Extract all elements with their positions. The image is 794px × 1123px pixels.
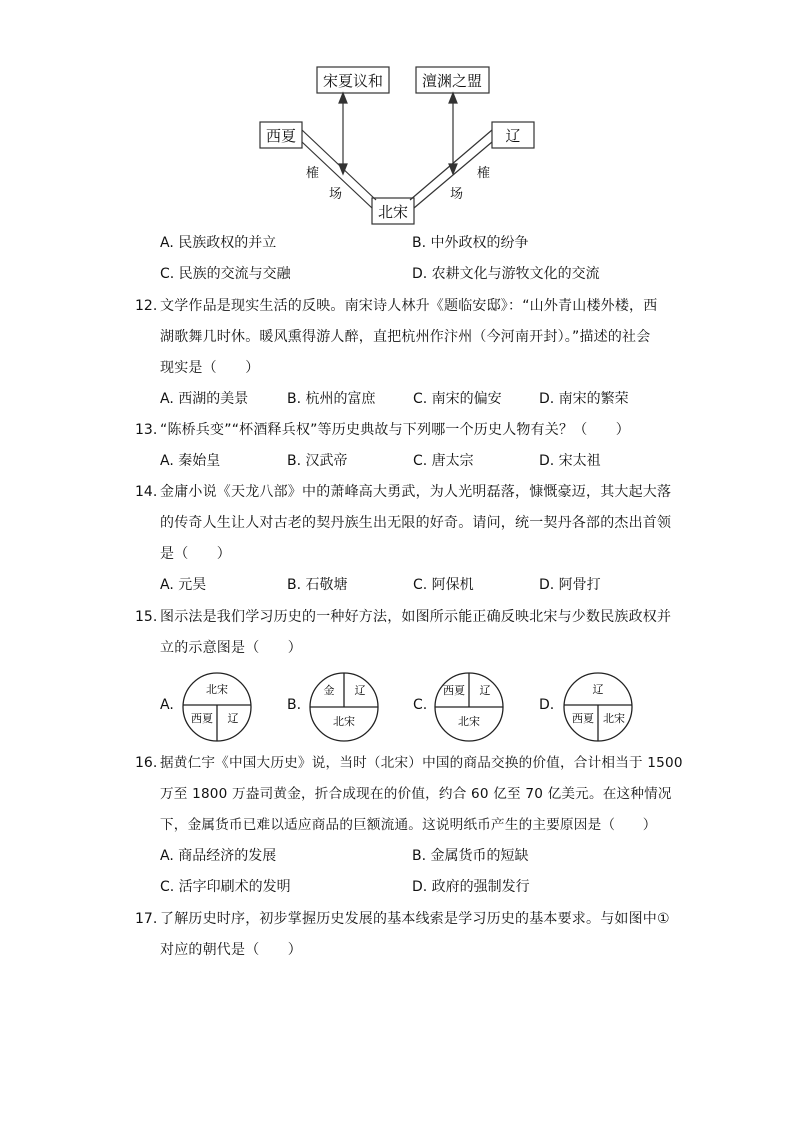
circle-a-liao: 辽 xyxy=(227,712,239,725)
circle-b-beisong: 北宋 xyxy=(333,715,355,728)
q14-option-a[interactable]: A. 元昊 xyxy=(160,577,207,593)
circle-a-beisong: 北宋 xyxy=(206,683,228,696)
q16-text-line-1: 据黄仁宇《中国大历史》说，当时（北宋）中国的商品交换的价值，合计相当于 1500 xyxy=(160,755,683,771)
q12-option-b[interactable]: B. 杭州的富庶 xyxy=(287,391,376,407)
chang-left-label: 场 xyxy=(329,187,343,202)
circle-c-beisong: 北宋 xyxy=(458,715,480,728)
q14-text-line-1: 金庸小说《天龙八部》中的萧峰高大勇武，为人光明磊落，慷慨豪迈，其大起大落 xyxy=(160,484,672,500)
q12-number: 12. xyxy=(135,298,158,314)
q14-option-c[interactable]: C. 阿保机 xyxy=(413,577,474,593)
q12-option-c[interactable]: C. 南宋的偏安 xyxy=(413,391,502,407)
q11-option-d[interactable]: D. 农耕文化与游牧文化的交流 xyxy=(412,266,600,282)
beisong-label: 北宋 xyxy=(377,203,409,221)
q17-number: 17. xyxy=(135,911,158,927)
q12-text-line-3: 现实是（ ） xyxy=(160,360,260,376)
circle-c-xixia: 西夏 xyxy=(443,684,465,697)
chang-right-label: 场 xyxy=(450,187,464,202)
q13-option-d[interactable]: D. 宋太祖 xyxy=(539,453,601,469)
circle-d-xixia: 西夏 xyxy=(572,712,594,725)
q16-option-a[interactable]: A. 商品经济的发展 xyxy=(160,848,277,864)
q12-text-line-2: 湖歌舞几时休。暖风熏得游人醉，直把杭州作汴州（今河南开封）。”描述的社会 xyxy=(160,329,651,345)
q17-text-line-2: 对应的朝代是（ ） xyxy=(160,942,302,958)
q15-number: 15. xyxy=(135,609,158,625)
q16-number: 16. xyxy=(135,755,158,771)
q17-text-line-1: 了解历史时序，初步掌握历史发展的基本线索是学习历史的基本要求。与如图中① xyxy=(160,911,670,927)
q16-option-c[interactable]: C. 活字印刷术的发明 xyxy=(160,879,291,895)
circle-d-beisong: 北宋 xyxy=(603,712,625,725)
q16-option-d[interactable]: D. 政府的强制发行 xyxy=(412,879,530,895)
chanyuan-alliance-label: 澶渊之盟 xyxy=(421,72,483,90)
circle-d-liao: 辽 xyxy=(592,683,604,696)
q15-circle-a[interactable] xyxy=(180,670,254,744)
q15-option-c-letter[interactable]: C. xyxy=(413,697,428,713)
q15-option-a-letter[interactable]: A. xyxy=(160,697,174,713)
q16-option-b[interactable]: B. 金属货币的短缺 xyxy=(412,848,529,864)
q16-text-line-2: 万至 1800 万盎司黄金，折合成现在的价值，约合 60 亿至 70 亿美元。在这种情况 xyxy=(160,786,672,802)
circle-c-liao: 辽 xyxy=(479,684,491,697)
q15-text-line-1: 图示法是我们学习历史的一种好方法，如图所示能正确反映北宋与少数民族政权并 xyxy=(160,609,672,625)
circle-b-jin: 金 xyxy=(323,684,335,697)
q16-text-line-3: 下，金属货币已难以适应商品的巨额流通。这说明纸币产生的主要原因是（ ） xyxy=(160,817,657,833)
q15-circle-b[interactable] xyxy=(307,670,381,744)
q14-option-b[interactable]: B. 石敬塘 xyxy=(287,577,348,593)
xixia-label: 西夏 xyxy=(265,127,297,145)
q13-option-a[interactable]: A. 秦始皇 xyxy=(160,453,221,469)
q13-text-line-1: “陈桥兵变”“杯酒释兵权”等历史典故与下列哪一个历史人物有关？（ ） xyxy=(160,422,631,438)
q12-text-line-1: 文学作品是现实生活的反映。南宋诗人林升《题临安邸》：“山外青山楼外楼，西 xyxy=(160,298,658,314)
q15-option-b-letter[interactable]: B. xyxy=(287,697,302,713)
q14-text-line-3: 是（ ） xyxy=(160,546,231,562)
q15-text-line-2: 立的示意图是（ ） xyxy=(160,640,302,656)
trade-relations-diagram xyxy=(250,60,550,225)
q13-option-b[interactable]: B. 汉武帝 xyxy=(287,453,348,469)
q11-option-a[interactable]: A. 民族政权的并立 xyxy=(160,235,277,251)
q12-option-a[interactable]: A. 西湖的美景 xyxy=(160,391,249,407)
q14-text-line-2: 的传奇人生让人对古老的契丹族生出无限的好奇。请问，统一契丹各部的杰出首领 xyxy=(160,515,672,531)
q14-option-d[interactable]: D. 阿骨打 xyxy=(539,577,601,593)
que-right-label: 榷 xyxy=(477,166,491,181)
liao-label: 辽 xyxy=(505,127,521,145)
q15-option-d-letter[interactable]: D. xyxy=(539,697,555,713)
q11-option-c[interactable]: C. 民族的交流与交融 xyxy=(160,266,291,282)
q13-number: 13. xyxy=(135,422,158,438)
circle-b-liao: 辽 xyxy=(354,684,366,697)
q15-circle-d[interactable] xyxy=(561,670,635,744)
que-left-label: 榷 xyxy=(306,166,320,181)
q11-option-b[interactable]: B. 中外政权的纷争 xyxy=(412,235,529,251)
song-xia-peace-label: 宋夏议和 xyxy=(322,72,384,90)
circle-a-xixia: 西夏 xyxy=(191,712,213,725)
q15-circle-c[interactable] xyxy=(432,670,506,744)
q13-option-c[interactable]: C. 唐太宗 xyxy=(413,453,474,469)
q14-number: 14. xyxy=(135,484,158,500)
q12-option-d[interactable]: D. 南宋的繁荣 xyxy=(539,391,629,407)
